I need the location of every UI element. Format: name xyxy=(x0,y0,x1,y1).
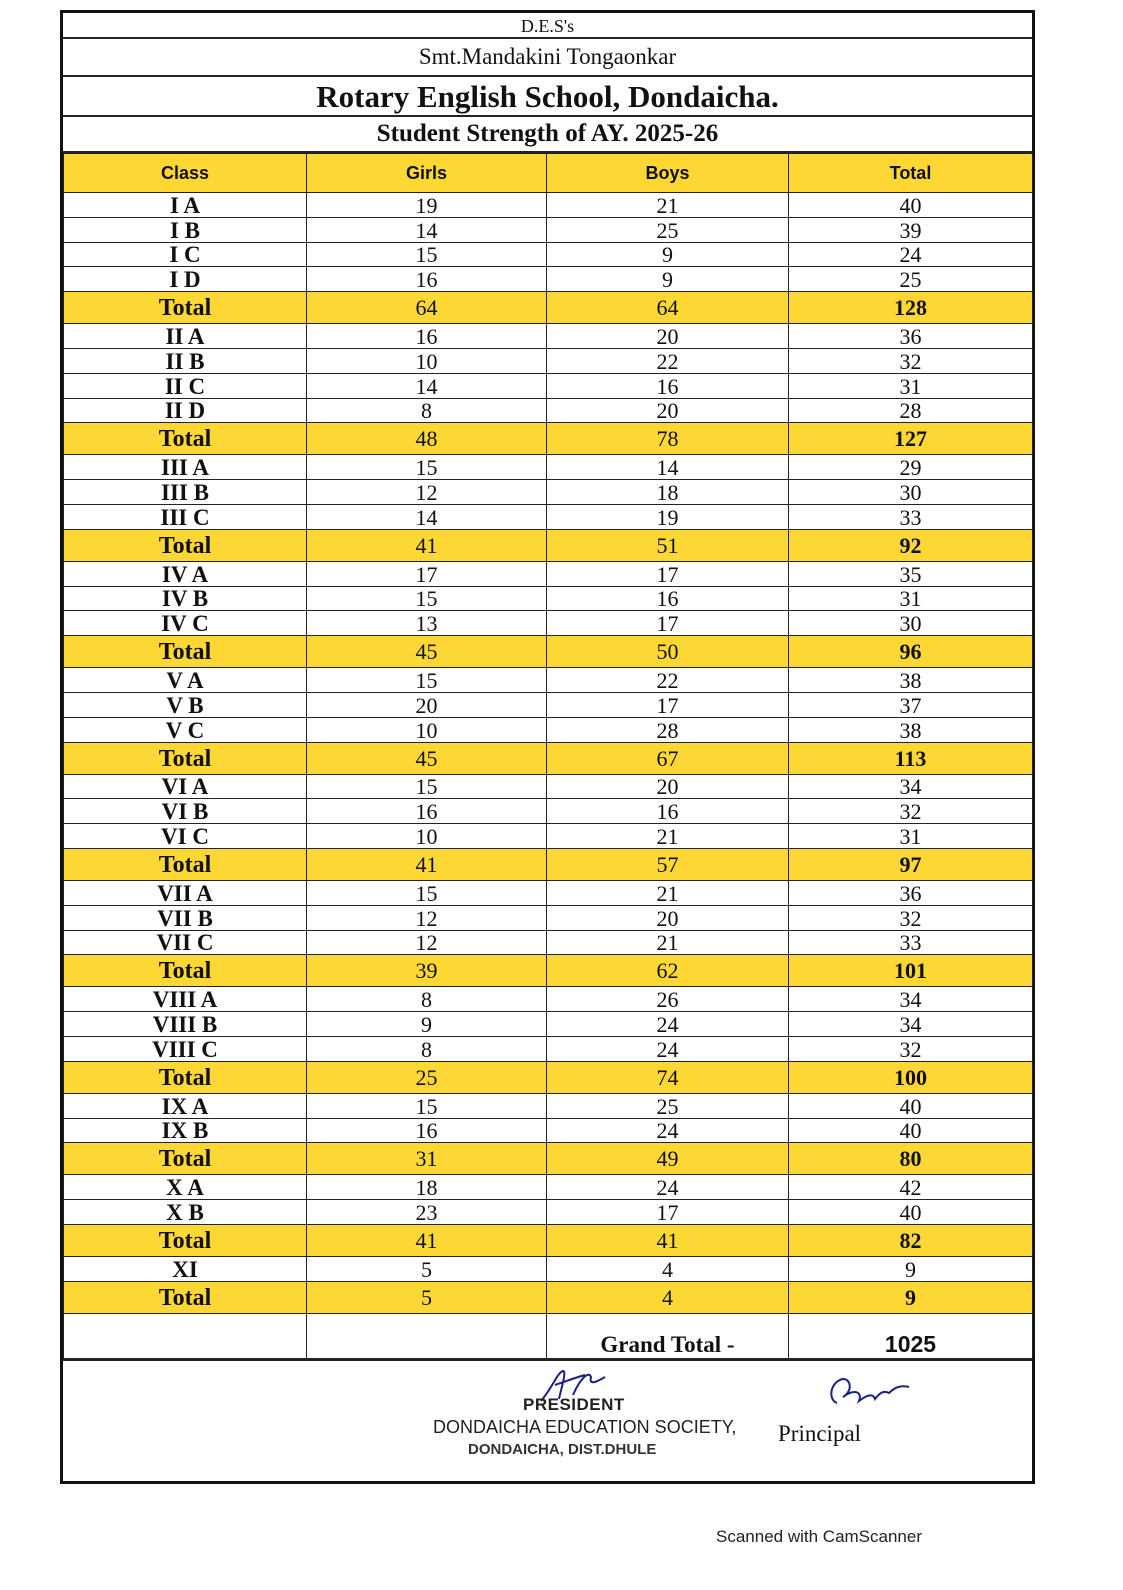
total-cell: 32 xyxy=(789,799,1033,824)
total-cell: 34 xyxy=(789,987,1033,1012)
boys-cell: 17 xyxy=(547,1200,789,1225)
total-cell: 97 xyxy=(789,848,1033,880)
total-cell: 9 xyxy=(789,1256,1033,1281)
class-cell: XI xyxy=(64,1256,307,1281)
class-cell: Total xyxy=(64,292,307,324)
table-row xyxy=(64,880,1033,905)
girls-cell: 18 xyxy=(307,1175,547,1200)
girls-cell: 15 xyxy=(307,774,547,799)
class-cell: VI A xyxy=(64,774,307,799)
table-row xyxy=(64,348,1033,373)
class-cell: VI C xyxy=(64,824,307,849)
subtotal-row xyxy=(64,1061,1033,1093)
total-cell: 29 xyxy=(789,455,1033,480)
column-header-total: Total xyxy=(789,154,1033,193)
girls-cell: 9 xyxy=(307,1012,547,1037)
boys-cell: 16 xyxy=(547,586,789,611)
boys-cell: 16 xyxy=(547,799,789,824)
total-cell: 92 xyxy=(789,529,1033,561)
table-row xyxy=(64,611,1033,636)
table-row xyxy=(64,267,1033,292)
class-cell: X A xyxy=(64,1175,307,1200)
boys-cell: 28 xyxy=(547,717,789,742)
girls-cell: 8 xyxy=(307,987,547,1012)
girls-cell: 48 xyxy=(307,423,547,455)
girls-cell: 10 xyxy=(307,824,547,849)
total-cell: 38 xyxy=(789,668,1033,693)
total-cell: 113 xyxy=(789,742,1033,774)
total-cell: 40 xyxy=(789,193,1033,218)
class-cell: Total xyxy=(64,742,307,774)
girls-cell: 16 xyxy=(307,267,547,292)
total-cell: 30 xyxy=(789,480,1033,505)
boys-cell: 4 xyxy=(547,1281,789,1313)
total-cell: 40 xyxy=(789,1093,1033,1118)
girls-cell: 15 xyxy=(307,586,547,611)
girls-cell: 15 xyxy=(307,455,547,480)
class-cell: V C xyxy=(64,717,307,742)
girls-cell: 10 xyxy=(307,348,547,373)
boys-cell: 24 xyxy=(547,1012,789,1037)
table-row xyxy=(64,987,1033,1012)
table-row xyxy=(64,455,1033,480)
boys-cell: 22 xyxy=(547,668,789,693)
table-row xyxy=(64,1175,1033,1200)
subtotal-row xyxy=(64,1143,1033,1175)
girls-cell: 10 xyxy=(307,717,547,742)
boys-cell: 21 xyxy=(547,824,789,849)
girls-cell: 41 xyxy=(307,848,547,880)
girls-cell: 20 xyxy=(307,692,547,717)
signature-footer xyxy=(63,1359,1032,1481)
girls-cell: 16 xyxy=(307,1118,547,1143)
girls-cell: 5 xyxy=(307,1256,547,1281)
total-cell: 82 xyxy=(789,1224,1033,1256)
boys-cell: 17 xyxy=(547,561,789,586)
table-row xyxy=(64,1012,1033,1037)
subtotal-row xyxy=(64,742,1033,774)
table-row xyxy=(64,1036,1033,1061)
total-cell: 33 xyxy=(789,930,1033,955)
boys-cell: 25 xyxy=(547,217,789,242)
girls-cell: 14 xyxy=(307,217,547,242)
class-cell: V B xyxy=(64,692,307,717)
boys-cell: 49 xyxy=(547,1143,789,1175)
table-row xyxy=(64,561,1033,586)
girls-cell: 13 xyxy=(307,611,547,636)
class-cell: III A xyxy=(64,455,307,480)
column-header-class: Class xyxy=(64,154,307,193)
total-cell: 42 xyxy=(789,1175,1033,1200)
grand-total-value: 1025 xyxy=(789,1313,1033,1358)
table-row xyxy=(64,905,1033,930)
column-header-girls: Girls xyxy=(307,154,547,193)
total-cell: 32 xyxy=(789,1036,1033,1061)
subtotal-row xyxy=(64,955,1033,987)
boys-cell: 20 xyxy=(547,774,789,799)
org-full-name: Smt.Mandakini Tongaonkar xyxy=(63,39,1032,77)
girls-cell: 8 xyxy=(307,1036,547,1061)
girls-cell: 19 xyxy=(307,193,547,218)
total-cell: 34 xyxy=(789,774,1033,799)
table-row xyxy=(64,668,1033,693)
subtotal-row xyxy=(64,636,1033,668)
total-cell: 30 xyxy=(789,611,1033,636)
table-row xyxy=(64,774,1033,799)
class-cell: Total xyxy=(64,423,307,455)
table-row xyxy=(64,1093,1033,1118)
society-address: DONDAICHA, DIST.DHULE xyxy=(468,1440,657,1458)
boys-cell: 57 xyxy=(547,848,789,880)
scanner-watermark: Scanned with CamScanner xyxy=(716,1527,923,1546)
boys-cell: 21 xyxy=(547,930,789,955)
girls-cell: 12 xyxy=(307,480,547,505)
class-cell: VIII B xyxy=(64,1012,307,1037)
boys-cell: 51 xyxy=(547,529,789,561)
boys-cell: 78 xyxy=(547,423,789,455)
table-header-row xyxy=(64,154,1033,193)
girls-cell: 45 xyxy=(307,636,547,668)
class-cell: Total xyxy=(64,848,307,880)
table-row xyxy=(64,824,1033,849)
total-cell: 36 xyxy=(789,324,1033,349)
total-cell: 127 xyxy=(789,423,1033,455)
table-row xyxy=(64,324,1033,349)
table-row xyxy=(64,586,1033,611)
girls-cell: 39 xyxy=(307,955,547,987)
total-cell: 32 xyxy=(789,905,1033,930)
girls-cell: 31 xyxy=(307,1143,547,1175)
class-cell: IV C xyxy=(64,611,307,636)
boys-cell: 20 xyxy=(547,398,789,423)
table-row xyxy=(64,930,1033,955)
boys-cell: 21 xyxy=(547,880,789,905)
subtotal-row xyxy=(64,1281,1033,1313)
boys-cell: 20 xyxy=(547,905,789,930)
total-cell: 24 xyxy=(789,242,1033,267)
table-row xyxy=(64,242,1033,267)
class-cell: Total xyxy=(64,529,307,561)
total-cell: 32 xyxy=(789,348,1033,373)
table-row xyxy=(64,217,1033,242)
class-cell: I D xyxy=(64,267,307,292)
total-cell: 40 xyxy=(789,1200,1033,1225)
boys-cell: 62 xyxy=(547,955,789,987)
strength-table xyxy=(63,153,1033,1359)
total-cell: 37 xyxy=(789,692,1033,717)
girls-cell: 25 xyxy=(307,1061,547,1093)
boys-cell: 74 xyxy=(547,1061,789,1093)
president-label: PRESIDENT xyxy=(523,1394,625,1414)
total-cell: 38 xyxy=(789,717,1033,742)
total-cell: 35 xyxy=(789,561,1033,586)
class-cell: Total xyxy=(64,955,307,987)
table-row xyxy=(64,799,1033,824)
table-row xyxy=(64,717,1033,742)
girls-cell: 12 xyxy=(307,905,547,930)
class-cell: I A xyxy=(64,193,307,218)
girls-cell: 14 xyxy=(307,373,547,398)
girls-cell: 64 xyxy=(307,292,547,324)
boys-cell: 18 xyxy=(547,480,789,505)
subtotal-row xyxy=(64,423,1033,455)
class-cell: VII A xyxy=(64,880,307,905)
grand-total-spacer xyxy=(307,1313,547,1358)
girls-cell: 16 xyxy=(307,324,547,349)
boys-cell: 64 xyxy=(547,292,789,324)
total-cell: 100 xyxy=(789,1061,1033,1093)
class-cell: Total xyxy=(64,1224,307,1256)
total-cell: 34 xyxy=(789,1012,1033,1037)
boys-cell: 41 xyxy=(547,1224,789,1256)
total-cell: 39 xyxy=(789,217,1033,242)
grand-total-spacer xyxy=(64,1313,307,1358)
total-cell: 28 xyxy=(789,398,1033,423)
class-cell: Total xyxy=(64,1061,307,1093)
class-cell: IX A xyxy=(64,1093,307,1118)
subtotal-row xyxy=(64,529,1033,561)
girls-cell: 41 xyxy=(307,529,547,561)
principal-label: Principal xyxy=(778,1420,862,1446)
boys-cell: 4 xyxy=(547,1256,789,1281)
boys-cell: 14 xyxy=(547,455,789,480)
class-cell: Total xyxy=(64,636,307,668)
total-cell: 25 xyxy=(789,267,1033,292)
principal-signature-icon xyxy=(823,1369,913,1413)
total-cell: 36 xyxy=(789,880,1033,905)
class-cell: V A xyxy=(64,668,307,693)
org-short-name: D.E.S's xyxy=(63,13,1032,39)
table-row xyxy=(64,398,1033,423)
class-cell: II B xyxy=(64,348,307,373)
total-cell: 31 xyxy=(789,586,1033,611)
girls-cell: 15 xyxy=(307,668,547,693)
boys-cell: 24 xyxy=(547,1175,789,1200)
subtotal-row xyxy=(64,1224,1033,1256)
total-cell: 40 xyxy=(789,1118,1033,1143)
class-cell: IV B xyxy=(64,586,307,611)
class-cell: VIII A xyxy=(64,987,307,1012)
girls-cell: 12 xyxy=(307,930,547,955)
boys-cell: 17 xyxy=(547,611,789,636)
girls-cell: 45 xyxy=(307,742,547,774)
class-cell: VIII C xyxy=(64,1036,307,1061)
girls-cell: 5 xyxy=(307,1281,547,1313)
boys-cell: 50 xyxy=(547,636,789,668)
class-cell: Total xyxy=(64,1143,307,1175)
society-name: DONDAICHA EDUCATION SOCIETY, xyxy=(433,1416,737,1437)
grand-total-label: Grand Total - xyxy=(547,1313,789,1358)
boys-cell: 19 xyxy=(547,504,789,529)
table-body xyxy=(64,193,1033,1314)
girls-cell: 15 xyxy=(307,1093,547,1118)
table-row xyxy=(64,1200,1033,1225)
column-header-boys: Boys xyxy=(547,154,789,193)
class-cell: III B xyxy=(64,480,307,505)
class-cell: I C xyxy=(64,242,307,267)
class-cell: IV A xyxy=(64,561,307,586)
boys-cell: 22 xyxy=(547,348,789,373)
table-row xyxy=(64,1256,1033,1281)
class-cell: III C xyxy=(64,504,307,529)
total-cell: 31 xyxy=(789,824,1033,849)
girls-cell: 8 xyxy=(307,398,547,423)
boys-cell: 16 xyxy=(547,373,789,398)
class-cell: IX B xyxy=(64,1118,307,1143)
total-cell: 128 xyxy=(789,292,1033,324)
girls-cell: 14 xyxy=(307,504,547,529)
total-cell: 96 xyxy=(789,636,1033,668)
total-cell: 31 xyxy=(789,373,1033,398)
class-cell: II C xyxy=(64,373,307,398)
boys-cell: 26 xyxy=(547,987,789,1012)
table-row xyxy=(64,692,1033,717)
boys-cell: 21 xyxy=(547,193,789,218)
class-cell: I B xyxy=(64,217,307,242)
table-row xyxy=(64,1118,1033,1143)
document-title: Student Strength of AY. 2025-26 xyxy=(63,117,1032,153)
class-cell: VII C xyxy=(64,930,307,955)
class-cell: II D xyxy=(64,398,307,423)
girls-cell: 15 xyxy=(307,242,547,267)
boys-cell: 9 xyxy=(547,267,789,292)
subtotal-row xyxy=(64,292,1033,324)
student-strength-sheet xyxy=(60,10,1035,1484)
total-cell: 9 xyxy=(789,1281,1033,1313)
girls-cell: 16 xyxy=(307,799,547,824)
boys-cell: 17 xyxy=(547,692,789,717)
table-row xyxy=(64,480,1033,505)
boys-cell: 67 xyxy=(547,742,789,774)
class-cell: VI B xyxy=(64,799,307,824)
school-name: Rotary English School, Dondaicha. xyxy=(63,77,1032,117)
subtotal-row xyxy=(64,848,1033,880)
girls-cell: 23 xyxy=(307,1200,547,1225)
total-cell: 101 xyxy=(789,955,1033,987)
grand-total-row xyxy=(64,1313,1033,1358)
class-cell: II A xyxy=(64,324,307,349)
boys-cell: 24 xyxy=(547,1118,789,1143)
boys-cell: 20 xyxy=(547,324,789,349)
class-cell: X B xyxy=(64,1200,307,1225)
girls-cell: 41 xyxy=(307,1224,547,1256)
class-cell: VII B xyxy=(64,905,307,930)
table-row xyxy=(64,373,1033,398)
boys-cell: 9 xyxy=(547,242,789,267)
boys-cell: 25 xyxy=(547,1093,789,1118)
girls-cell: 17 xyxy=(307,561,547,586)
girls-cell: 15 xyxy=(307,880,547,905)
total-cell: 80 xyxy=(789,1143,1033,1175)
table-row xyxy=(64,193,1033,218)
boys-cell: 24 xyxy=(547,1036,789,1061)
table-row xyxy=(64,504,1033,529)
total-cell: 33 xyxy=(789,504,1033,529)
class-cell: Total xyxy=(64,1281,307,1313)
